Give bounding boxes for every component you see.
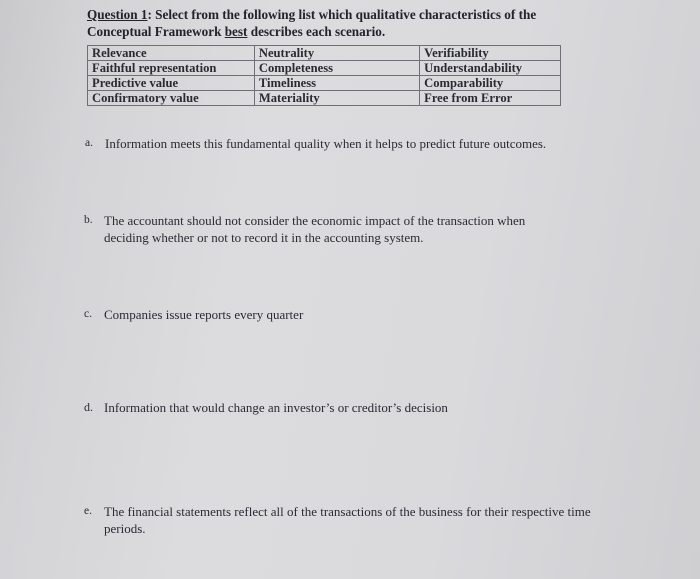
table-row (88, 61, 561, 76)
scenario-text: Information that would change an investor’s or creditor’s decision (104, 400, 448, 415)
table-cell: Verifiability (420, 46, 561, 61)
scenario-marker: b. (84, 214, 93, 226)
scenario-text: Information meets this fundamental quality when it helps to predict future outcomes. (105, 136, 547, 151)
table-cell: Faithful representation (88, 61, 255, 76)
question-label: Question 1 (87, 7, 148, 22)
scenario-text: The financial statements reflect all of the transactions of the business for their respective time periods. (104, 504, 591, 536)
table-row (88, 91, 561, 106)
table-cell: Free from Error (420, 91, 561, 106)
scenario-marker: d. (84, 400, 93, 414)
table-cell: Understandability (420, 61, 561, 76)
table-cell: Confirmatory value (88, 91, 255, 106)
table-cell: Predictive value (88, 76, 255, 91)
scenario-marker: a. (85, 137, 93, 149)
table-row (88, 76, 561, 91)
question-intro: : Select from the following list which qualitative characteristics of the Conceptual Framework (87, 7, 537, 39)
table-cell: Timeliness (254, 76, 419, 91)
table-cell: Materiality (254, 91, 419, 106)
question-heading (87, 6, 587, 40)
scenario-marker: e. (84, 505, 92, 517)
question-ending: describes each scenario. (247, 24, 386, 39)
scenario-text: The accountant should not consider the economic impact of the transaction when deciding whether or not to record it in the accounting system. (104, 213, 526, 245)
scenario-text: Companies issue reports every quarter (104, 307, 304, 322)
table-cell: Comparability (420, 76, 561, 91)
scenario-marker: c. (84, 308, 92, 320)
table-row (88, 46, 561, 61)
table-cell: Relevance (88, 46, 255, 61)
question-emphasis: best (224, 24, 248, 39)
characteristics-table (87, 45, 561, 106)
table-cell: Completeness (254, 61, 419, 76)
table-cell: Neutrality (254, 46, 419, 61)
